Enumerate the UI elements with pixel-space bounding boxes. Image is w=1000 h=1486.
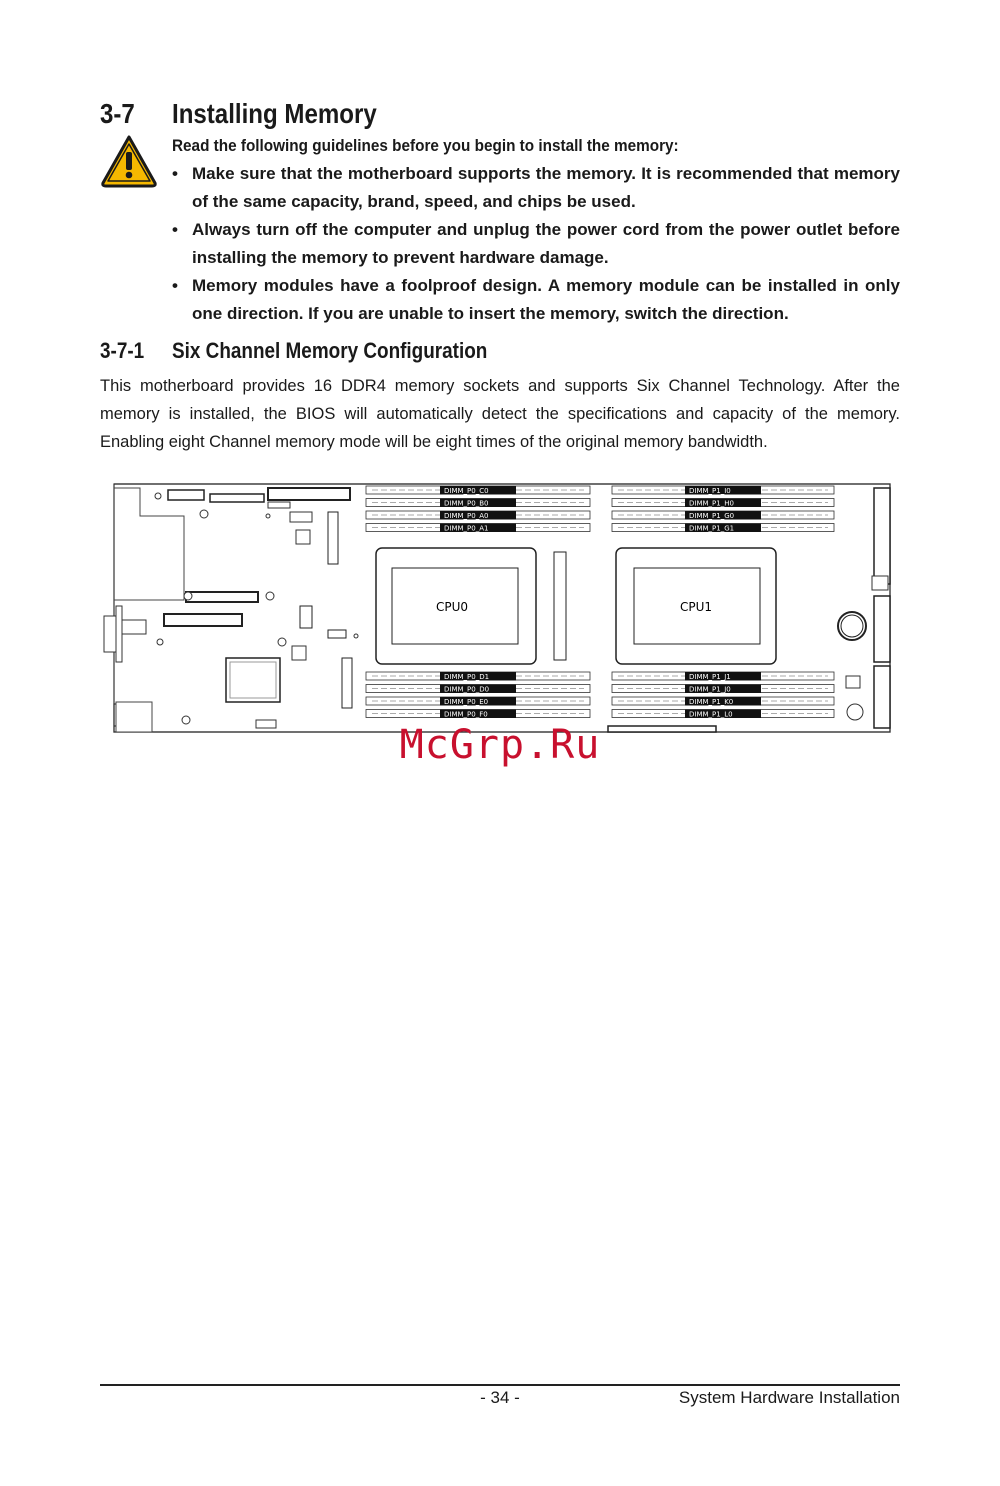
watermark: McGrp.Ru	[399, 722, 601, 768]
guideline-item	[172, 272, 900, 328]
cmos-battery	[838, 612, 866, 640]
guidelines-intro: Read the following guidelines before you begin to install the memory:	[172, 136, 679, 155]
dimm-label: DIMM_P1_K0	[689, 698, 734, 706]
cpu0-socket	[376, 548, 566, 664]
footer-rule	[100, 1384, 900, 1386]
dimm-label: DIMM_P1_G0	[689, 512, 735, 520]
bullet: •	[172, 220, 178, 239]
connector	[164, 614, 242, 626]
subsection-number: 3-7-1	[100, 338, 145, 363]
section-number: 3-7	[100, 98, 135, 129]
io-bracket	[104, 616, 116, 652]
connector	[268, 488, 350, 500]
warning-guidelines	[172, 132, 900, 328]
bullet: •	[172, 164, 178, 183]
footer-section-title: System Hardware Installation	[678, 1388, 900, 1407]
dimm-label: DIMM_P0_D1	[444, 673, 490, 681]
cpu1-label: CPU1	[679, 600, 713, 614]
guideline-item	[172, 216, 900, 272]
dimm-label: DIMM_P1_H0	[689, 499, 734, 508]
dimm-label: DIMM_P0_E0	[444, 698, 489, 706]
dimm-label: DIMM_P0_A0	[444, 512, 489, 520]
connector	[168, 490, 204, 500]
dimm-label: DIMM_P0_F0	[444, 710, 488, 719]
bullet: •	[172, 276, 178, 295]
chipset	[226, 658, 280, 702]
dimm-label: DIMM_P1_L0	[689, 710, 733, 719]
section-title: Installing Memory	[172, 98, 377, 129]
dimm-label: DIMM_P1_J0	[689, 685, 731, 694]
body-paragraph: This motherboard provides 16 DDR4 memory sockets and supports Six Channel Technology. After the memory is installed, the BIOS will automatically detect the specifications and capacity of the memory. Enabling eight Channel memory mode will be eight times of the original memory bandwidth.	[100, 377, 900, 451]
cpu0-label: CPU0	[435, 600, 469, 614]
motherboard-diagram	[100, 476, 900, 740]
dimm-label: DIMM_P1_J1	[689, 673, 731, 681]
guideline-text: Memory modules have a foolproof design. A memory module can be installed in only one direction. If you are unable to insert the memory, switch the direction.	[192, 276, 900, 323]
dimm-label: DIMM_P0_D0	[444, 685, 490, 694]
page-number: - 34 -	[480, 1388, 520, 1407]
dimm-label: DIMM_P1_I0	[689, 487, 731, 495]
motherboard-layout	[100, 476, 900, 740]
guideline-text: Make sure that the motherboard supports the memory. It is recommended that memory of the same capacity, brand, speed, and chips be used.	[192, 164, 900, 211]
guidelines-list	[172, 160, 900, 328]
connector	[210, 494, 264, 502]
guideline-item	[172, 160, 900, 216]
dimm-label: DIMM_P0_A1	[444, 524, 489, 533]
connector	[186, 592, 258, 602]
dimm-label: DIMM_P1_G1	[689, 524, 735, 533]
dimm-label: DIMM_P0_B0	[444, 499, 489, 508]
subsection-title: Six Channel Memory Configuration	[172, 338, 488, 363]
guideline-text: Always turn off the computer and unplug the power cord from the power outlet before installing the memory to prevent hardware damage.	[192, 220, 900, 267]
warning-triangle-icon	[100, 134, 158, 188]
dimm-label: DIMM_P0_C0	[444, 487, 489, 495]
